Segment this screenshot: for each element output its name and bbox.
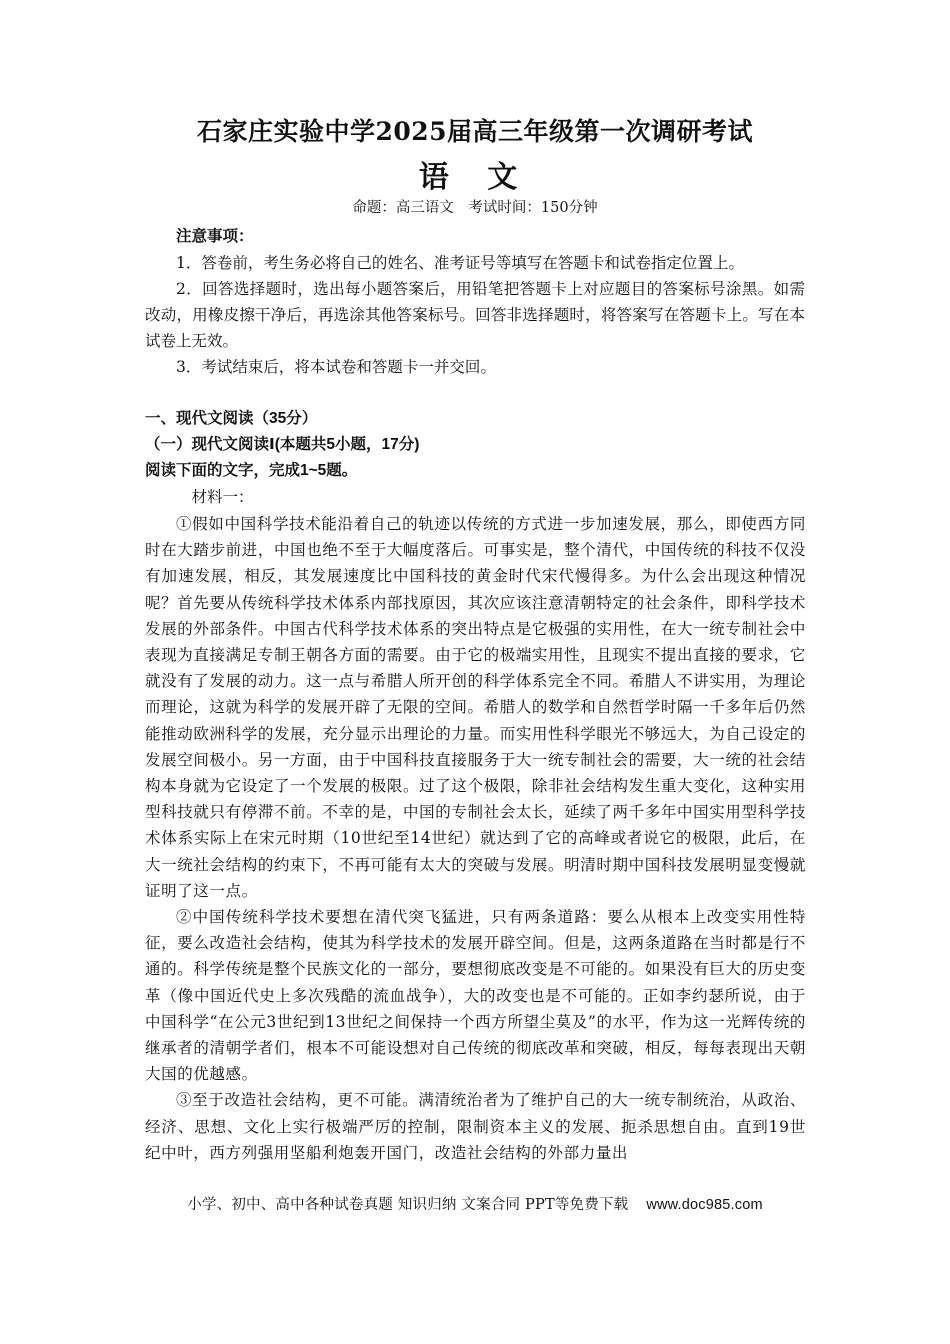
notice-item-3: 3．考试结束后，将本试卷和答题卡一并交回。 [176,358,496,376]
footer-url[interactable]: www.doc985.com [646,1197,763,1213]
article-paragraph-1: ①假如中国科学技术能沿着自己的轨迹以传统的方式进一步加速发展，那么，即使西方同时在大踏步前进，中国也绝不至于大幅度落后。可事实是，整个清代，中国传统的科技不仅没有加速发展，相反，其发展速度比中国科技的黄金时代宋代慢得多。为什么会出现这种情况呢？首先要从传统科学技术体系内部找原因，其次应该注意清朝特定的社会条件，即科学技术发展的外部条件。中国古代科学技术体系的突出特点是它极强的实用性，在大一统专制社会中表现为直接满足专制王朝各方面的需要。由于它的极端实用性，且现实不提出直接的要求，它就没有了发展的动力。这一点与希腊人所开创的科学体系完全不同。希腊人不讲实用，为理论而理论，这就为科学的发展开辟了无限的空间。希腊人的数学和自然哲学时隔一千多年后仍然能推动欧洲科学的发展，充分显示出理论的力量。而实用性科学眼光不够远大，为自己设定的发展空间极小。另一方面，由于中国科技直接服务于大一统专制社会的需要，大一统的社会结构本身就为它设定了一个发展的极限。过了这个极限，除非社会结构发生重大变化，这种实用型科技就只有停滞不前。不幸的是，中国的专制社会太长，延续了两千多年中国实用型科学技术体系实际上在宋元时期（10世纪至14世纪）就达到了它的高峰或者说它的极限，此后，在大一统社会结构的约束下，不再可能有太大的突破与发展。明清时期中国科技发展明显变慢就证明了这一点。 [145,515,806,900]
article-paragraph-3: ③至于改造社会结构，更不可能。满清统治者为了维护自己的大一统专制统治，从政治、经济、思想、文化上实行极端严厉的控制，限制资本主义的发展、扼杀思想自由。直到19世纪中叶，西方列强用坚船利炮轰开国门，改造社会结构的外部力量出 [145,1091,806,1162]
notice-item-2: 2．回答选择题时，选出每小题答案后，用铅笔把答题卡上对应题目的答案标号涂黑。如需改动，用橡皮擦干净后，再选涂其他答案标号。回答非选择题时，将答案写在答题卡上。写在本试卷上无效。 [145,280,805,350]
notice-block [145,224,805,380]
subject-title: 语 文 [418,160,532,195]
footer-text: 小学、初中、高中各种试卷真题 知识归纳 文案合同 PPT等免费下载 [187,1197,629,1213]
material-label: 材料一： [191,488,254,506]
notice-item-1: 1．答卷前，考生务必将自己的姓名、准考证号等填写在答题卡和试卷指定位置上。 [176,254,744,272]
exam-title: 石家庄实验中学2025届高三年级第一次调研考试 [196,117,754,146]
section-subtitle: （一）现代文阅读Ⅰ(本题共5小题，17分) [145,436,420,453]
article-paragraph-2: ②中国传统科学技术要想在清代突飞猛进，只有两条道路：要么从根本上改变实用性特征，要么改造社会结构，使其为科学技术的发展开辟空间。但是，这两条道路在当时都是行不通的。科学传统是整个民族文化的一部分，要想彻底改变是不可能的。如果没有巨大的历史变革（像中国近代史上多次残酷的流血战争），大的改变也是不可能的。正如李约瑟所说，由于中国科学“在公元3世纪到13世纪之间保持一个西方所望尘莫及”的水平，作为这一光辉传统的继承者的清朝学者们，根本不可能设想对自己传统的彻底改革和突破，相反，每每表现出天朝大国的优越感。 [145,908,806,1084]
section-title: 一、现代文阅读（35分） [145,410,318,427]
section-instruction: 阅读下面的文字，完成1~5题。 [145,462,358,479]
section-header [145,406,805,510]
notice-heading: 注意事项： [176,228,254,245]
reading-article [145,511,806,1166]
page-footer [0,1193,950,1214]
exam-meta: 命题：高三语文 考试时间：150分钟 [352,200,598,216]
